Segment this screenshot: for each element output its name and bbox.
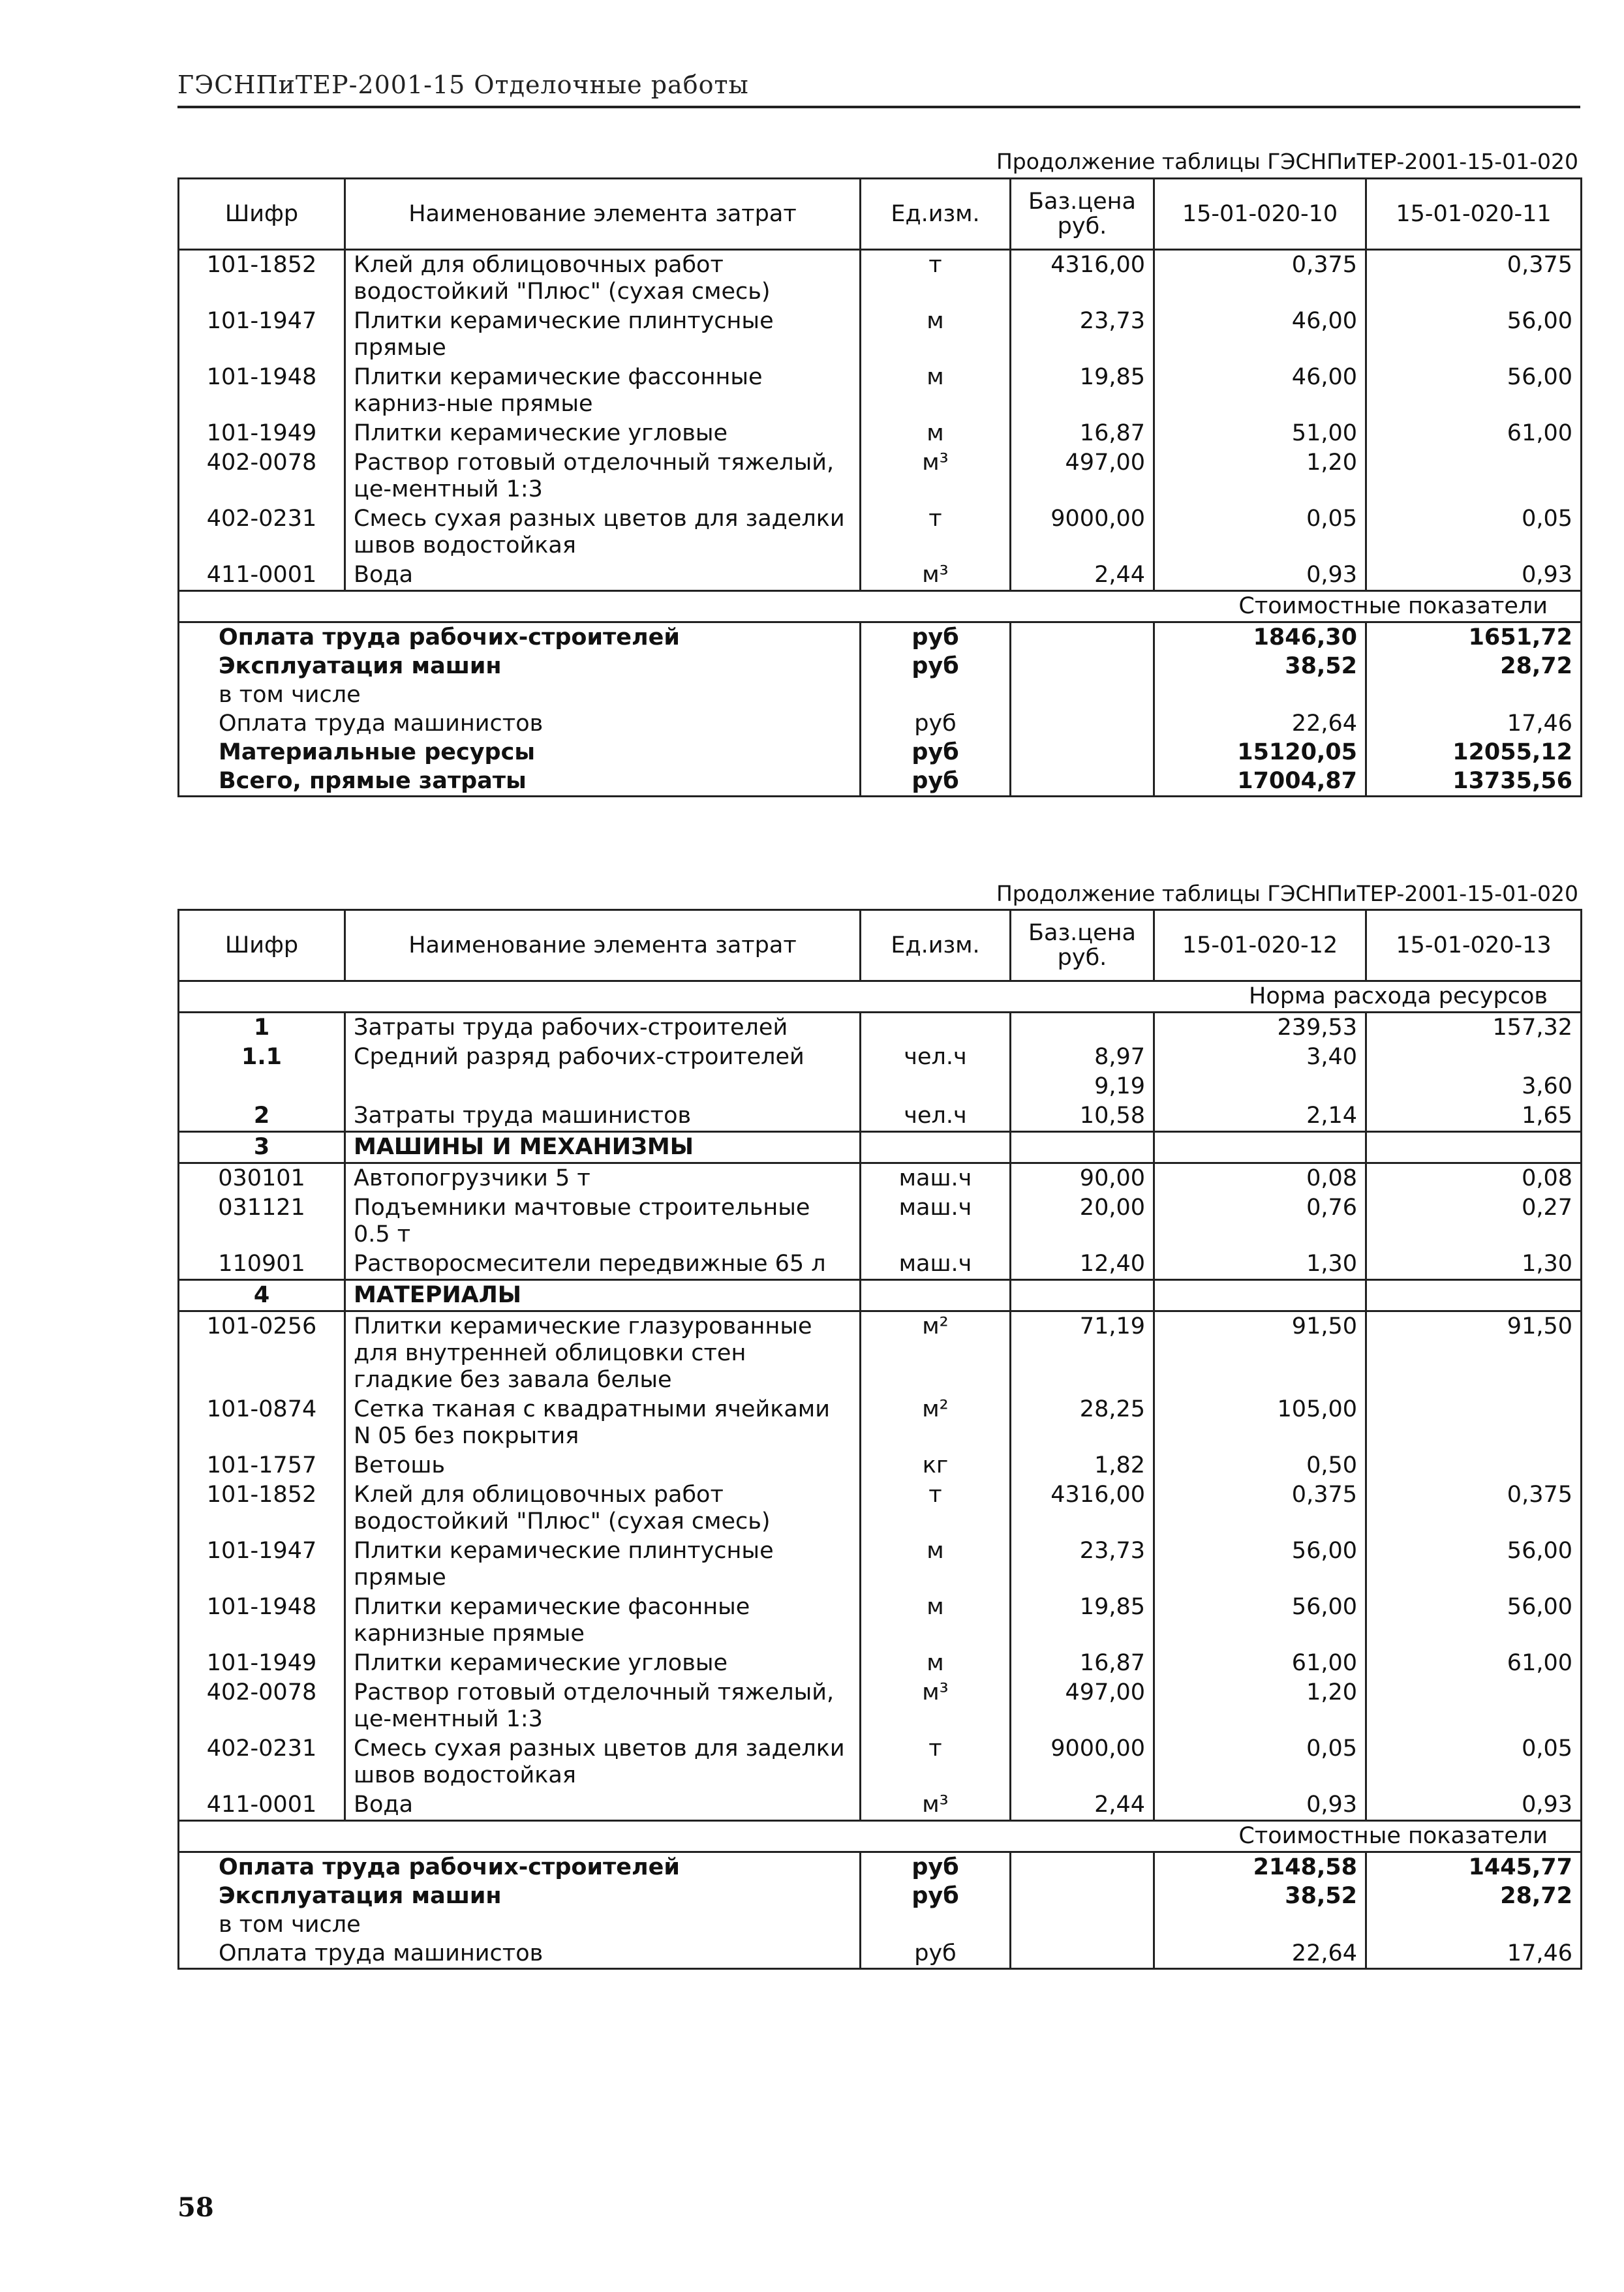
- cell-price: 9000,00: [1011, 504, 1154, 560]
- col-code-header: Шифр: [179, 910, 345, 981]
- summary-unit: руб: [861, 1882, 1011, 1910]
- table1-header-row: [179, 179, 1582, 250]
- cell-value-a: 0,08: [1154, 1163, 1366, 1194]
- cell-code: 101-1949: [179, 1649, 345, 1678]
- cell-code: 101-1852: [179, 250, 345, 307]
- cell-value-b: 3,60: [1366, 1072, 1582, 1101]
- summary-value-a: 1846,30: [1154, 622, 1366, 652]
- cell-value-b: 61,00: [1366, 419, 1582, 448]
- col-price-header: Баз.цена руб.: [1011, 910, 1154, 981]
- cell-unit: м: [861, 307, 1011, 363]
- summary-label: Оплата труда машинистов: [179, 709, 861, 738]
- summary-unit: руб: [861, 622, 1011, 652]
- col-name-header: Наименование элемента затрат: [345, 179, 861, 250]
- cell-code: 402-0078: [179, 1678, 345, 1734]
- cell-unit: м: [861, 1593, 1011, 1649]
- table-row: [179, 504, 1582, 560]
- cell-price: 19,85: [1011, 1593, 1154, 1649]
- col-a-header: 15-01-020-10: [1154, 179, 1366, 250]
- summary-value-a: 2148,58: [1154, 1852, 1366, 1882]
- cell-price: 9000,00: [1011, 1734, 1154, 1790]
- cell-name: Раствор готовый отделочный тяжелый, це-ментный 1:3: [345, 1678, 861, 1734]
- summary-value-b: 17,46: [1366, 709, 1582, 738]
- summary-row: [179, 738, 1582, 767]
- cell-value-a: 2,14: [1154, 1101, 1366, 1132]
- cell-code: 101-1949: [179, 419, 345, 448]
- cell-value-b: 0,93: [1366, 1790, 1582, 1821]
- cell-code: 1: [179, 1013, 345, 1043]
- cell-value-a: 0,76: [1154, 1193, 1366, 1249]
- cell-code: 101-0256: [179, 1311, 345, 1396]
- cell-name: Вода: [345, 560, 861, 591]
- cell-price: 10,58: [1011, 1101, 1154, 1132]
- table-row: [179, 448, 1582, 504]
- cell-name: Клей для облицовочных работ водостойкий "Плюс" (сухая смесь): [345, 1480, 861, 1536]
- cell-value-b: 56,00: [1366, 1536, 1582, 1593]
- cell-name: Клей для облицовочных работ водостойкий "Плюс" (сухая смесь): [345, 250, 861, 307]
- table-row: [179, 1311, 1582, 1396]
- cell-code: 411-0001: [179, 1790, 345, 1821]
- summary-empty: [1011, 1852, 1154, 1882]
- table-row: [179, 419, 1582, 448]
- table-row: [179, 1536, 1582, 1593]
- summary-value-b: 13735,56: [1366, 767, 1582, 797]
- table2-band-row: [179, 1821, 1582, 1852]
- cell-unit: м³: [861, 560, 1011, 591]
- cell-value-a: 46,00: [1154, 363, 1366, 419]
- cell-unit: маш.ч: [861, 1193, 1011, 1249]
- cell-code: 1.1: [179, 1043, 345, 1072]
- cell-value-b: 0,93: [1366, 560, 1582, 591]
- col-name-header: Наименование элемента затрат: [345, 910, 861, 981]
- summary-row: [179, 1852, 1582, 1882]
- cell-value-a: 0,93: [1154, 560, 1366, 591]
- cell-price: 16,87: [1011, 419, 1154, 448]
- summary-value-b: [1366, 680, 1582, 709]
- cell-price: 4316,00: [1011, 250, 1154, 307]
- summary-row: [179, 709, 1582, 738]
- summary-row: [179, 680, 1582, 709]
- cell-code: 402-0231: [179, 1734, 345, 1790]
- cell-price: 19,85: [1011, 363, 1154, 419]
- table2-norm-band-row: [179, 981, 1582, 1013]
- cell-unit: т: [861, 1480, 1011, 1536]
- summary-unit: руб: [861, 1939, 1011, 1969]
- cell-price: 497,00: [1011, 1678, 1154, 1734]
- cell-code: 101-1948: [179, 363, 345, 419]
- table-row: [179, 1593, 1582, 1649]
- cell-name: Затраты труда рабочих-строителей: [345, 1013, 861, 1043]
- summary-row: [179, 622, 1582, 652]
- cell-value-b: 0,05: [1366, 504, 1582, 560]
- summary-empty: [1011, 1939, 1154, 1969]
- table1: [177, 177, 1582, 797]
- cell-price: 16,87: [1011, 1649, 1154, 1678]
- table-row: [179, 363, 1582, 419]
- cell-code: 2: [179, 1101, 345, 1132]
- table1-summary-rows: [179, 622, 1582, 797]
- cell-name: Средний разряд рабочих-строителей: [345, 1043, 861, 1072]
- cell-name: Смесь сухая разных цветов для заделки швов водостойкая: [345, 1734, 861, 1790]
- cell-value-a: 0,05: [1154, 504, 1366, 560]
- cell-value-b: 0,375: [1366, 250, 1582, 307]
- cell-name: Подъемники мачтовые строительные 0.5 т: [345, 1193, 861, 1249]
- cell-price: 28,25: [1011, 1395, 1154, 1451]
- summary-empty: [1011, 622, 1154, 652]
- cell-value-a: 46,00: [1154, 307, 1366, 363]
- cell-unit: т: [861, 504, 1011, 560]
- table-row: [179, 1734, 1582, 1790]
- cell-price: 497,00: [1011, 448, 1154, 504]
- cell-unit: м³: [861, 1678, 1011, 1734]
- table-row: [179, 1101, 1582, 1132]
- cell-code: 101-0874: [179, 1395, 345, 1451]
- cell-value-a: 0,50: [1154, 1451, 1366, 1480]
- cell-value-b: [1366, 1451, 1582, 1480]
- table2-machines: [179, 1163, 1582, 1280]
- cell-price: 8,97: [1011, 1043, 1154, 1072]
- cell-price: 12,40: [1011, 1249, 1154, 1280]
- table2-summary-rows: [179, 1852, 1582, 1969]
- cell-name: Плитки керамические угловые: [345, 1649, 861, 1678]
- header-rule: [177, 106, 1580, 108]
- table2-top: [179, 1013, 1582, 1132]
- cell-value-b: [1366, 448, 1582, 504]
- cell-unit: м³: [861, 1790, 1011, 1821]
- summary-row: [179, 1939, 1582, 1969]
- table2-norm: [179, 981, 1582, 1013]
- cell-price: 4316,00: [1011, 1480, 1154, 1536]
- cell-name: Плитки керамические глазурованные для внутренней облицовки стен гладкие без завала белые: [345, 1311, 861, 1396]
- page-number: 58: [177, 2192, 214, 2223]
- col-unit-header: Ед.изм.: [861, 179, 1011, 250]
- summary-value-b: 28,72: [1366, 1882, 1582, 1910]
- cell-name: Плитки керамические фассонные карниз-ные прямые: [345, 363, 861, 419]
- summary-value-a: 22,64: [1154, 1939, 1366, 1969]
- summary-label: Материальные ресурсы: [179, 738, 861, 767]
- cell-value-b: 0,375: [1366, 1480, 1582, 1536]
- cell-value-a: 0,375: [1154, 250, 1366, 307]
- table2-section3: [179, 1132, 1582, 1163]
- col-price-header: Баз.цена руб.: [1011, 179, 1154, 250]
- col-unit-header: Ед.изм.: [861, 910, 1011, 981]
- summary-unit: руб: [861, 652, 1011, 680]
- cell-value-a: 56,00: [1154, 1593, 1366, 1649]
- table2-summary: [179, 1821, 1582, 1852]
- cell-value-b: [1366, 1043, 1582, 1072]
- table-row: [179, 1072, 1582, 1101]
- table2-header-row: [179, 910, 1582, 981]
- summary-label: Всего, прямые затраты: [179, 767, 861, 797]
- cell-value-b: 56,00: [1366, 363, 1582, 419]
- summary-value-a: 17004,87: [1154, 767, 1366, 797]
- table1-band: Стоимостные показатели: [179, 591, 1582, 622]
- cell-price: 2,44: [1011, 1790, 1154, 1821]
- cell-unit: кг: [861, 1451, 1011, 1480]
- table-row: [179, 1790, 1582, 1821]
- section-title: МАШИНЫ И МЕХАНИЗМЫ: [345, 1132, 861, 1163]
- table-row: [179, 1249, 1582, 1280]
- cell-value-b: 0,08: [1366, 1163, 1582, 1194]
- cell-value-a: 1,20: [1154, 1678, 1366, 1734]
- cell-unit: т: [861, 1734, 1011, 1790]
- cell-price: 20,00: [1011, 1193, 1154, 1249]
- table-row: [179, 560, 1582, 591]
- summary-empty: [1011, 652, 1154, 680]
- col-a-header: 15-01-020-12: [1154, 910, 1366, 981]
- cell-value-b: 91,50: [1366, 1311, 1582, 1396]
- cell-name: Плитки керамические плинтусные прямые: [345, 307, 861, 363]
- summary-label: в том числе: [179, 1910, 861, 1939]
- summary-label: Оплата труда машинистов: [179, 1939, 861, 1969]
- summary-value-b: 17,46: [1366, 1939, 1582, 1969]
- cell-code: 101-1947: [179, 1536, 345, 1593]
- cell-price: 2,44: [1011, 560, 1154, 591]
- summary-value-a: [1154, 680, 1366, 709]
- cell-value-a: 3,40: [1154, 1043, 1366, 1072]
- section-code: 4: [179, 1280, 345, 1311]
- table1-band-row: [179, 591, 1582, 622]
- cell-price: 90,00: [1011, 1163, 1154, 1194]
- col-b-header: 15-01-020-13: [1366, 910, 1582, 981]
- summary-empty: [1011, 709, 1154, 738]
- summary-value-b: 12055,12: [1366, 738, 1582, 767]
- cell-unit: маш.ч: [861, 1249, 1011, 1280]
- summary-value-a: 38,52: [1154, 1882, 1366, 1910]
- cell-value-a: 239,53: [1154, 1013, 1366, 1043]
- cell-value-a: 56,00: [1154, 1536, 1366, 1593]
- table-row: [179, 1013, 1582, 1043]
- cell-name: Плитки керамические угловые: [345, 419, 861, 448]
- cell-value-a: 61,00: [1154, 1649, 1366, 1678]
- table-row: [179, 1649, 1582, 1678]
- cell-unit: м: [861, 1649, 1011, 1678]
- cell-unit: м³: [861, 448, 1011, 504]
- cell-unit: чел.ч: [861, 1043, 1011, 1072]
- cell-value-a: 0,375: [1154, 1480, 1366, 1536]
- summary-empty: [1011, 767, 1154, 797]
- cell-code: 101-1947: [179, 307, 345, 363]
- cell-unit: м²: [861, 1311, 1011, 1396]
- summary-value-b: 28,72: [1366, 652, 1582, 680]
- cell-name: Растворосмесители передвижные 65 л: [345, 1249, 861, 1280]
- summary-unit: [861, 680, 1011, 709]
- cell-unit: [861, 1013, 1011, 1043]
- summary-unit: руб: [861, 738, 1011, 767]
- col-b-header: 15-01-020-11: [1366, 179, 1582, 250]
- cell-code: 402-0231: [179, 504, 345, 560]
- summary-label: в том числе: [179, 680, 861, 709]
- summary-unit: руб: [861, 767, 1011, 797]
- cell-name: Раствор готовый отделочный тяжелый, це-ментный 1:3: [345, 448, 861, 504]
- cell-value-a: [1154, 1072, 1366, 1101]
- cell-name: Автопогрузчики 5 т: [345, 1163, 861, 1194]
- table2-section4: [179, 1280, 1582, 1311]
- cell-code: [179, 1072, 345, 1101]
- cell-value-b: 56,00: [1366, 307, 1582, 363]
- cell-code: 031121: [179, 1193, 345, 1249]
- table-row: [179, 307, 1582, 363]
- cell-unit: [861, 1072, 1011, 1101]
- cell-unit: м²: [861, 1395, 1011, 1451]
- cell-value-a: 0,05: [1154, 1734, 1366, 1790]
- cell-value-a: 51,00: [1154, 419, 1366, 448]
- running-header: ГЭСНПиТЕР-2001-15 Отделочные работы: [177, 70, 749, 99]
- cell-price: 9,19: [1011, 1072, 1154, 1101]
- cell-value-b: 157,32: [1366, 1013, 1582, 1043]
- summary-value-a: 38,52: [1154, 652, 1366, 680]
- cell-value-a: 91,50: [1154, 1311, 1366, 1396]
- cell-price: 1,82: [1011, 1451, 1154, 1480]
- table1-body: [179, 250, 1582, 591]
- cell-value-b: 61,00: [1366, 1649, 1582, 1678]
- table-row: [179, 1395, 1582, 1451]
- cell-name: Затраты труда машинистов: [345, 1101, 861, 1132]
- cell-name: Сетка тканая с квадратными ячейками N 05 без покрытия: [345, 1395, 861, 1451]
- table-row: [179, 250, 1582, 307]
- cell-value-b: [1366, 1678, 1582, 1734]
- cell-value-b: 1,65: [1366, 1101, 1582, 1132]
- cell-unit: м: [861, 419, 1011, 448]
- table-row: [179, 1193, 1582, 1249]
- summary-row: [179, 767, 1582, 797]
- cell-price: [1011, 1013, 1154, 1043]
- summary-empty: [1011, 1910, 1154, 1939]
- cell-name: Ветошь: [345, 1451, 861, 1480]
- cell-unit: м: [861, 1536, 1011, 1593]
- cell-value-b: [1366, 1395, 1582, 1451]
- cell-value-a: 1,20: [1154, 448, 1366, 504]
- cell-value-a: 1,30: [1154, 1249, 1366, 1280]
- cell-value-a: 105,00: [1154, 1395, 1366, 1451]
- summary-unit: руб: [861, 1852, 1011, 1882]
- cell-price: 23,73: [1011, 307, 1154, 363]
- cell-value-b: 1,30: [1366, 1249, 1582, 1280]
- summary-unit: [861, 1910, 1011, 1939]
- cell-value-b: 0,05: [1366, 1734, 1582, 1790]
- summary-label: Эксплуатация машин: [179, 652, 861, 680]
- cell-code: 110901: [179, 1249, 345, 1280]
- cell-name: Плитки керамические фасонные карнизные прямые: [345, 1593, 861, 1649]
- summary-value-a: 22,64: [1154, 709, 1366, 738]
- section-row: [179, 1280, 1582, 1311]
- cell-code: 101-1948: [179, 1593, 345, 1649]
- cell-code: 411-0001: [179, 560, 345, 591]
- table2-materials: [179, 1311, 1582, 1821]
- cell-value-a: 0,93: [1154, 1790, 1366, 1821]
- summary-value-b: 1445,77: [1366, 1852, 1582, 1882]
- cell-name: [345, 1072, 861, 1101]
- summary-label: Оплата труда рабочих-строителей: [179, 1852, 861, 1882]
- summary-empty: [1011, 1882, 1154, 1910]
- table2-norm-band: Норма расхода ресурсов: [179, 981, 1582, 1013]
- table-row: [179, 1043, 1582, 1072]
- cell-value-b: 0,27: [1366, 1193, 1582, 1249]
- summary-empty: [1011, 738, 1154, 767]
- summary-row: [179, 652, 1582, 680]
- summary-value-a: 15120,05: [1154, 738, 1366, 767]
- section-title: МАТЕРИАЛЫ: [345, 1280, 861, 1311]
- table-row: [179, 1451, 1582, 1480]
- table2: [177, 909, 1582, 1970]
- cell-unit: м: [861, 363, 1011, 419]
- table-row: [179, 1480, 1582, 1536]
- cell-unit: т: [861, 250, 1011, 307]
- section-code: 3: [179, 1132, 345, 1163]
- table1-summary: [179, 591, 1582, 622]
- table2-band: Стоимостные показатели: [179, 1821, 1582, 1852]
- summary-label: Эксплуатация машин: [179, 1882, 861, 1910]
- cell-price: 71,19: [1011, 1311, 1154, 1396]
- cell-code: 030101: [179, 1163, 345, 1194]
- summary-label: Оплата труда рабочих-строителей: [179, 622, 861, 652]
- cell-unit: чел.ч: [861, 1101, 1011, 1132]
- table1-caption: Продолжение таблицы ГЭСНПиТЕР-2001-15-01-020: [996, 149, 1578, 174]
- summary-value-b: [1366, 1910, 1582, 1939]
- cell-code: 101-1757: [179, 1451, 345, 1480]
- cell-name: Вода: [345, 1790, 861, 1821]
- summary-value-a: [1154, 1910, 1366, 1939]
- summary-unit: руб: [861, 709, 1011, 738]
- summary-row: [179, 1910, 1582, 1939]
- cell-code: 101-1852: [179, 1480, 345, 1536]
- cell-value-b: 56,00: [1366, 1593, 1582, 1649]
- table-row: [179, 1163, 1582, 1194]
- cell-name: Смесь сухая разных цветов для заделки швов водостойкая: [345, 504, 861, 560]
- table2-caption: Продолжение таблицы ГЭСНПиТЕР-2001-15-01-020: [996, 881, 1578, 906]
- table-row: [179, 1678, 1582, 1734]
- summary-row: [179, 1882, 1582, 1910]
- summary-empty: [1011, 680, 1154, 709]
- cell-price: 23,73: [1011, 1536, 1154, 1593]
- col-code-header: Шифр: [179, 179, 345, 250]
- cell-code: 402-0078: [179, 448, 345, 504]
- section-row: [179, 1132, 1582, 1163]
- summary-value-b: 1651,72: [1366, 622, 1582, 652]
- cell-unit: маш.ч: [861, 1163, 1011, 1194]
- cell-name: Плитки керамические плинтусные прямые: [345, 1536, 861, 1593]
